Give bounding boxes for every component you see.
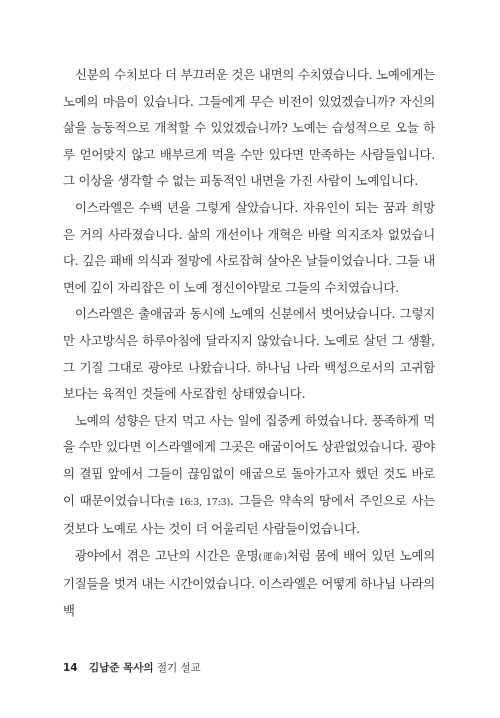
body-text bbox=[63, 62, 435, 624]
page-number: 14 bbox=[63, 662, 78, 674]
paragraph-3: 이스라엘은 출애굽과 동시에 노예의 신분에서 벗어났습니다. 그렇지만 사고방식은 하루아침에 달라지지 않았습니다. 노예로 살던 그 생활, 그 기질 그대로 광야로 나왔습니다. 하나님 나라 백성으로서의 고귀함보다는 육적인 것들에 사로잡힌 상태였습니다. bbox=[63, 306, 435, 402]
paragraph-4 bbox=[63, 408, 435, 543]
paragraph-4-text-before: 노예의 성향은 단지 먹고 사는 일에 집중케 하였습니다. 풍족하게 먹을 수만 있다면 이스라엘에게 그곳은 애굽이어도 상관없었습니다. 광야의 결핍 앞에서 그들이 끊임없이 애굽으로 돌아가고자 했던 것도 바로 이 때문이었습니다 bbox=[63, 412, 435, 508]
footer-book-title: 절기 설교 bbox=[156, 662, 201, 674]
bible-reference: (출 16:3, 17:3) bbox=[162, 496, 231, 508]
paragraph-1: 신분의 수치보다 더 부끄러운 것은 내면의 수치였습니다. 노예에게는 노예의 마음이 있습니다. 그들에게 무슨 비전이 있었겠습니까? 자신의 삶을 능동적으로 개척할 수 있었겠습니까? 노예는 습성적으로 오늘 하루 얻어맞지 않고 배부르게 먹을 수만 있다면 만족하는 사람들입니다. 그 이상을 생각할 수 없는 피동적인 내면을 가진 사람이 노예입니다. bbox=[63, 67, 435, 189]
page-footer bbox=[63, 660, 201, 675]
paragraph-5 bbox=[63, 543, 435, 625]
hanja-annotation: (運命) bbox=[258, 551, 287, 563]
footer-author: 김남준 목사의 bbox=[88, 662, 154, 674]
paragraph-5-text-before: 광야에서 겪은 고난의 시간은 운명 bbox=[75, 547, 259, 563]
paragraph-4-text-after: . 그들은 약속의 땅에서 주인으로 사는 것보다 노예로 사는 것이 더 어울리던 사람들이었습니다. bbox=[63, 492, 435, 537]
paragraph-5-text-after: 처럼 몸에 배어 있던 노예의 기질들을 벗겨 내는 시간이었습니다. 이스라엘은 어떻게 하나님 나라의 백 bbox=[63, 547, 435, 618]
paragraph-2: 이스라엘은 수백 년을 그렇게 살았습니다. 자유인이 되는 꿈과 희망은 거의 사라졌습니다. 삶의 개선이나 개혁은 바랄 의지조차 없었습니다. 깊은 패배 의식과 절망에 사로잡혀 살아온 날들이었습니다. 그들 내면에 깊이 자리잡은 이 노예 정신이야말로 그들의 수치였습니다. bbox=[63, 199, 435, 295]
